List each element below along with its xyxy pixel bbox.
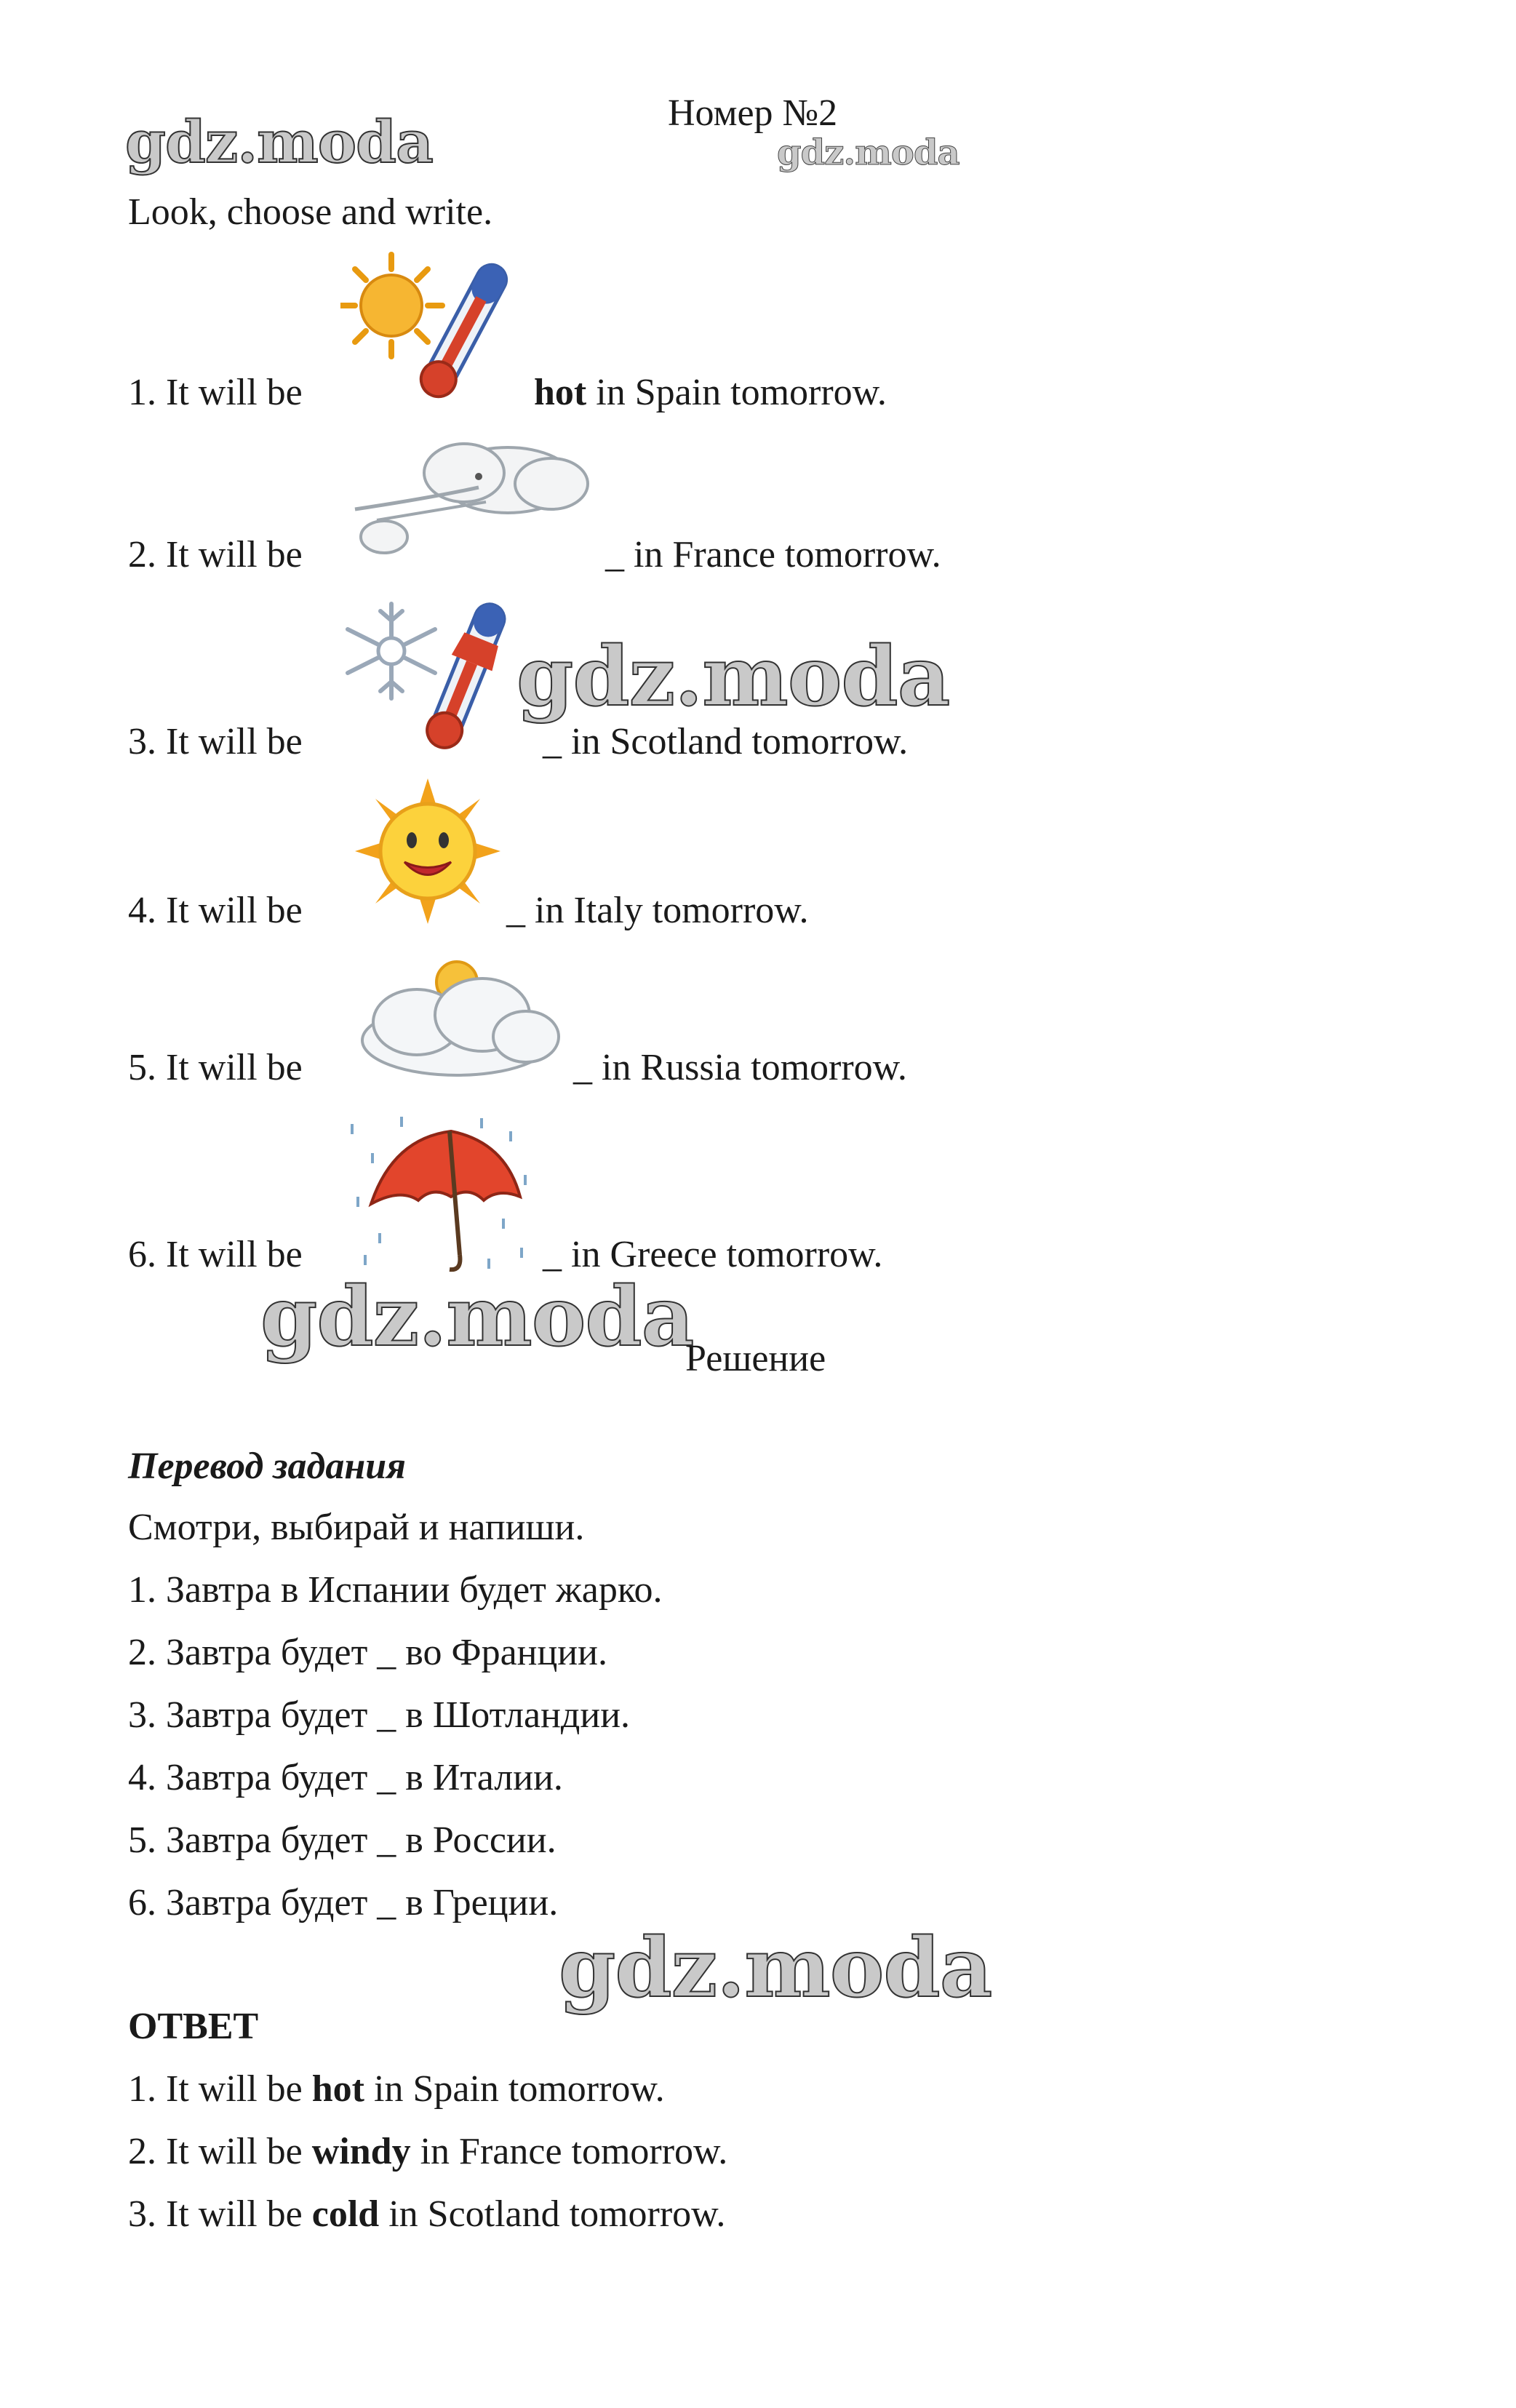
solution-label: Решение (685, 1338, 826, 1379)
exercise-line-3: 3. It will be (128, 721, 303, 762)
watermark-logo: gdz.moda (559, 1921, 992, 2016)
answer-word: hot (311, 2068, 364, 2110)
task-instruction: Look, choose and write. (128, 191, 493, 233)
translation-line: 5. Завтра будет _ в России. (128, 1819, 556, 1861)
page-title: Номер №2 (668, 92, 838, 134)
answer-word: cold (311, 2193, 380, 2235)
answer-blank: _ (506, 890, 525, 931)
answer-blank: _ (573, 1047, 592, 1088)
watermark-logo: gdz.moda (260, 1269, 694, 1365)
translation-heading: Перевод задания (128, 1446, 406, 1487)
translation-line: 1. Завтра в Испании будет жарко. (128, 1569, 663, 1611)
answer-line: 3. It will be cold in Scotland tomorrow. (128, 2193, 726, 2235)
exercise-line-4: 4. It will be (128, 890, 303, 931)
answer-blank: _ (605, 534, 624, 575)
smiling-sun-icon (355, 778, 500, 924)
translation-line: 3. Завтра будет _ в Шотландии. (128, 1694, 631, 1736)
translation-line: Смотри, выбирай и напиши. (128, 1507, 585, 1548)
exercise-line-2-rest: _ in France tomorrow. (605, 534, 941, 575)
exercise-line-1-rest: hot in Spain tomorrow. (534, 372, 887, 413)
answer-heading: ОТВЕТ (128, 2006, 259, 2047)
rain-umbrella-icon (342, 1109, 538, 1277)
answer-line: 1. It will be hot in Spain tomorrow. (128, 2068, 665, 2110)
translation-line: 2. Завтра будет _ во Франции. (128, 1632, 607, 1673)
exercise-line-3-rest: _ in Scotland tomorrow. (543, 721, 909, 762)
watermark-logo: gdz.moda (516, 629, 950, 725)
sun-thermometer-icon (340, 251, 530, 411)
answer-blank: _ (543, 721, 562, 762)
wind-cloud-icon (340, 429, 595, 567)
watermark-logo: gdz.moda (125, 108, 433, 176)
translation-line: 4. Завтра будет _ в Италии. (128, 1757, 563, 1798)
exercise-line-4-rest: _ in Italy tomorrow. (506, 890, 809, 931)
exercise-line-5-rest: _ in Russia tomorrow. (573, 1047, 907, 1088)
exercise-line-5: 5. It will be (128, 1047, 303, 1088)
answer-line: 2. It will be windy in France tomorrow. (128, 2131, 728, 2172)
exercise-line-6-rest: _ in Greece tomorrow. (543, 1234, 883, 1275)
exercise-line-6: 6. It will be (128, 1234, 303, 1275)
answer-word: windy (311, 2131, 411, 2172)
watermark-logo: gdz.moda (777, 132, 960, 173)
answer-blank: _ (543, 1234, 562, 1275)
exercise-line-1: 1. It will be (128, 372, 303, 413)
cloudy-icon (348, 953, 566, 1091)
translation-line: 6. Завтра будет _ в Греции. (128, 1882, 559, 1923)
snowflake-thermometer-icon (340, 593, 530, 760)
answer-word: hot (534, 372, 587, 413)
exercise-line-2: 2. It will be (128, 534, 303, 575)
